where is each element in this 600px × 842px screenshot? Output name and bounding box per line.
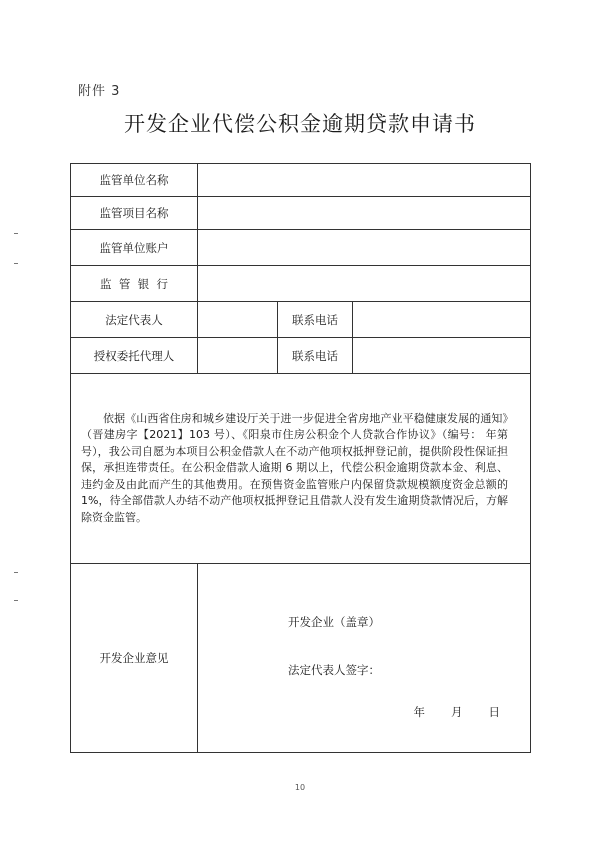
declaration-text: 依据《山西省住房和城乡建设厅关于进一步促进全省房地产业平稳健康发展的通知》（晋建房字【2021】103 号）、《阳泉市住房公积金个人贷款合作协议》（编号： 年第 号），我公司自愿为本项目公积金借款人在不动产他项权抵押登记前，提供阶段性保证担保，承担连带责任。在公积金借款人逾期 6 期以上，代偿公积金逾期贷款本金、利息、违约金及由此而产生的其他费用。在预售资金监管账户内保留贷款规模额度资金总额的 1%，待全部借款人办结不动产他项权抵押登记且借款人没有发生逾期贷款情况后，方解除资金监管。 bbox=[81, 411, 509, 524]
legal-rep-field[interactable] bbox=[198, 302, 278, 338]
developer-seal-label: 开发企业（盖章） bbox=[288, 615, 380, 629]
field-label: 法定代表人 bbox=[71, 302, 198, 338]
field-label: 联系电话 bbox=[278, 302, 353, 338]
field-label: 监管单位名称 bbox=[71, 164, 198, 197]
field-label: 开发企业意见 bbox=[71, 564, 198, 753]
field-label: 监管项目名称 bbox=[71, 197, 198, 230]
form-row-opinion bbox=[71, 564, 531, 753]
application-form bbox=[70, 163, 531, 753]
field-label: 监管单位账户 bbox=[71, 230, 198, 266]
form-row-declaration bbox=[71, 374, 531, 564]
supervised-project-field[interactable] bbox=[198, 197, 531, 230]
form-row-legal-rep bbox=[71, 302, 531, 338]
margin-mark bbox=[14, 233, 18, 234]
form-row-agent bbox=[71, 338, 531, 374]
attachment-label: 附件 3 bbox=[78, 84, 121, 99]
agent-field[interactable] bbox=[198, 338, 278, 374]
form-row-supervised-unit bbox=[71, 164, 531, 197]
supervising-bank-field[interactable] bbox=[198, 266, 531, 302]
field-label: 监 管 银 行 bbox=[71, 266, 198, 302]
margin-mark bbox=[14, 263, 18, 264]
field-label: 授权委托代理人 bbox=[71, 338, 198, 374]
unit-account-field[interactable] bbox=[198, 230, 531, 266]
field-label: 联系电话 bbox=[278, 338, 353, 374]
form-row-unit-account bbox=[71, 230, 531, 266]
date-line bbox=[388, 704, 501, 720]
date-year: 年 bbox=[413, 705, 426, 719]
margin-mark bbox=[14, 600, 18, 601]
declaration-cell bbox=[71, 374, 531, 564]
legal-rep-signature-label: 法定代表人签字： bbox=[288, 663, 380, 677]
form-row-supervising-bank bbox=[71, 266, 531, 302]
page-number: 10 bbox=[294, 783, 306, 792]
form-row-supervised-project bbox=[71, 197, 531, 230]
page-title: 开发企业代偿公积金逾期贷款申请书 bbox=[124, 112, 476, 136]
legal-rep-phone-field[interactable] bbox=[353, 302, 531, 338]
agent-phone-field[interactable] bbox=[353, 338, 531, 374]
date-day: 日 bbox=[488, 705, 501, 719]
supervised-unit-field[interactable] bbox=[198, 164, 531, 197]
opinion-signature-area[interactable] bbox=[198, 564, 531, 753]
margin-mark bbox=[14, 572, 18, 573]
date-month: 月 bbox=[451, 705, 463, 719]
